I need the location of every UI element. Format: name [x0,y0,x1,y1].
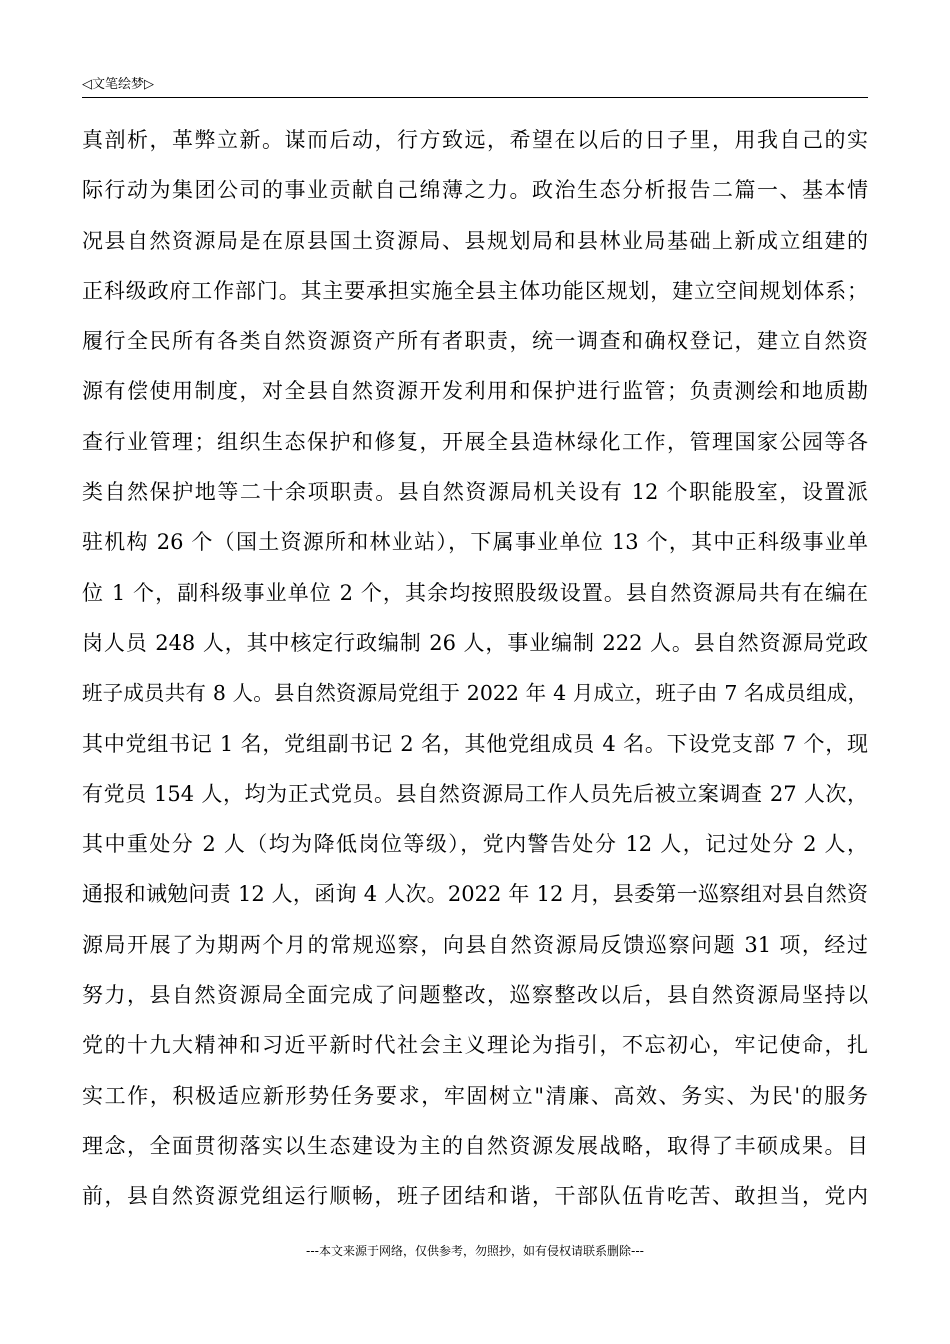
body-line: 实工作，积极适应新形势任务要求，牢固树立"清廉、高效、务实、为民'的服务 [82,1083,868,1108]
header-title: ◁文笔绘梦▷ [82,77,154,92]
page-footer: ---本文来源于网络，仅供参考，勿照抄，如有侵权请联系删除--- [306,1244,644,1258]
body-line: 履行全民所有各类自然资源资产所有者职责，统一调查和确权登记，建立自然资 [82,329,868,354]
body-line: 真剖析，革弊立新。谋而后动，行方致远，希望在以后的日子里，用我自己的实 [82,128,868,152]
body-line: 理念，全面贯彻落实以生态建设为主的自然资源发展战略，取得了丰硕成果。目 [82,1133,868,1158]
page-header [82,76,868,96]
body-line: 努力，县自然资源局全面完成了问题整改，巡察整改以后，县自然资源局坚持以 [82,983,868,1008]
body-line: 班子成员共有 8 人。县自然资源局党组于 2022 年 4 月成立，班子由 7 名成员组成， [82,681,868,706]
body-line: 其中重处分 2 人（均为降低岗位等级），党内警告处分 12 人，记过处分 2 人， [82,832,868,857]
body-line: 党的十九大精神和习近平新时代社会主义理论为指引，不忘初心，牢记使命，扎 [82,1033,868,1058]
body-line: 源局开展了为期两个月的常规巡察，向县自然资源局反馈巡察问题 31 项，经过 [82,932,868,957]
body-text [82,115,868,1222]
body-line: 源有偿使用制度，对全县自然资源开发利用和保护进行监管；负责测绘和地质勘 [82,379,868,404]
body-line: 前，县自然资源党组运行顺畅，班子团结和谐，干部队伍肯吃苦、敢担当，党内 [82,1184,868,1209]
body-line: 驻机构 26 个（国土资源所和林业站），下属事业单位 13 个，其中正科级事业单 [82,530,868,555]
body-line: 类自然保护地等二十余项职责。县自然资源局机关设有 12 个职能股室，设置派 [82,480,868,505]
body-line: 有党员 154 人，均为正式党员。县自然资源局工作人员先后被立案调查 27 人次， [82,781,868,806]
body-line: 际行动为集团公司的事业贡献自己绵薄之力。政治生态分析报告二篇一、基本情 [82,178,868,203]
body-line: 查行业管理；组织生态保护和修复，开展全县造林绿化工作，管理国家公园等各 [82,429,868,454]
body-line: 位 1 个，副科级事业单位 2 个，其余均按照股级设置。县自然资源局共有在编在 [82,580,868,605]
body-line: 其中党组书记 1 名，党组副书记 2 名，其他党组成员 4 名。下设党支部 7 个，现 [82,731,868,756]
body-line: 岗人员 248 人，其中核定行政编制 26 人，事业编制 222 人。县自然资源局党政 [82,630,868,655]
body-line: 正科级政府工作部门。其主要承担实施全县主体功能区规划，建立空间规划体系； [82,278,868,303]
body-line: 通报和诫勉问责 12 人，函询 4 人次。2022 年 12 月，县委第一巡察组对县自然资 [82,882,868,907]
header-divider [82,97,868,98]
body-line: 况县自然资源局是在原县国土资源局、县规划局和县林业局基础上新成立组建的 [82,228,868,253]
